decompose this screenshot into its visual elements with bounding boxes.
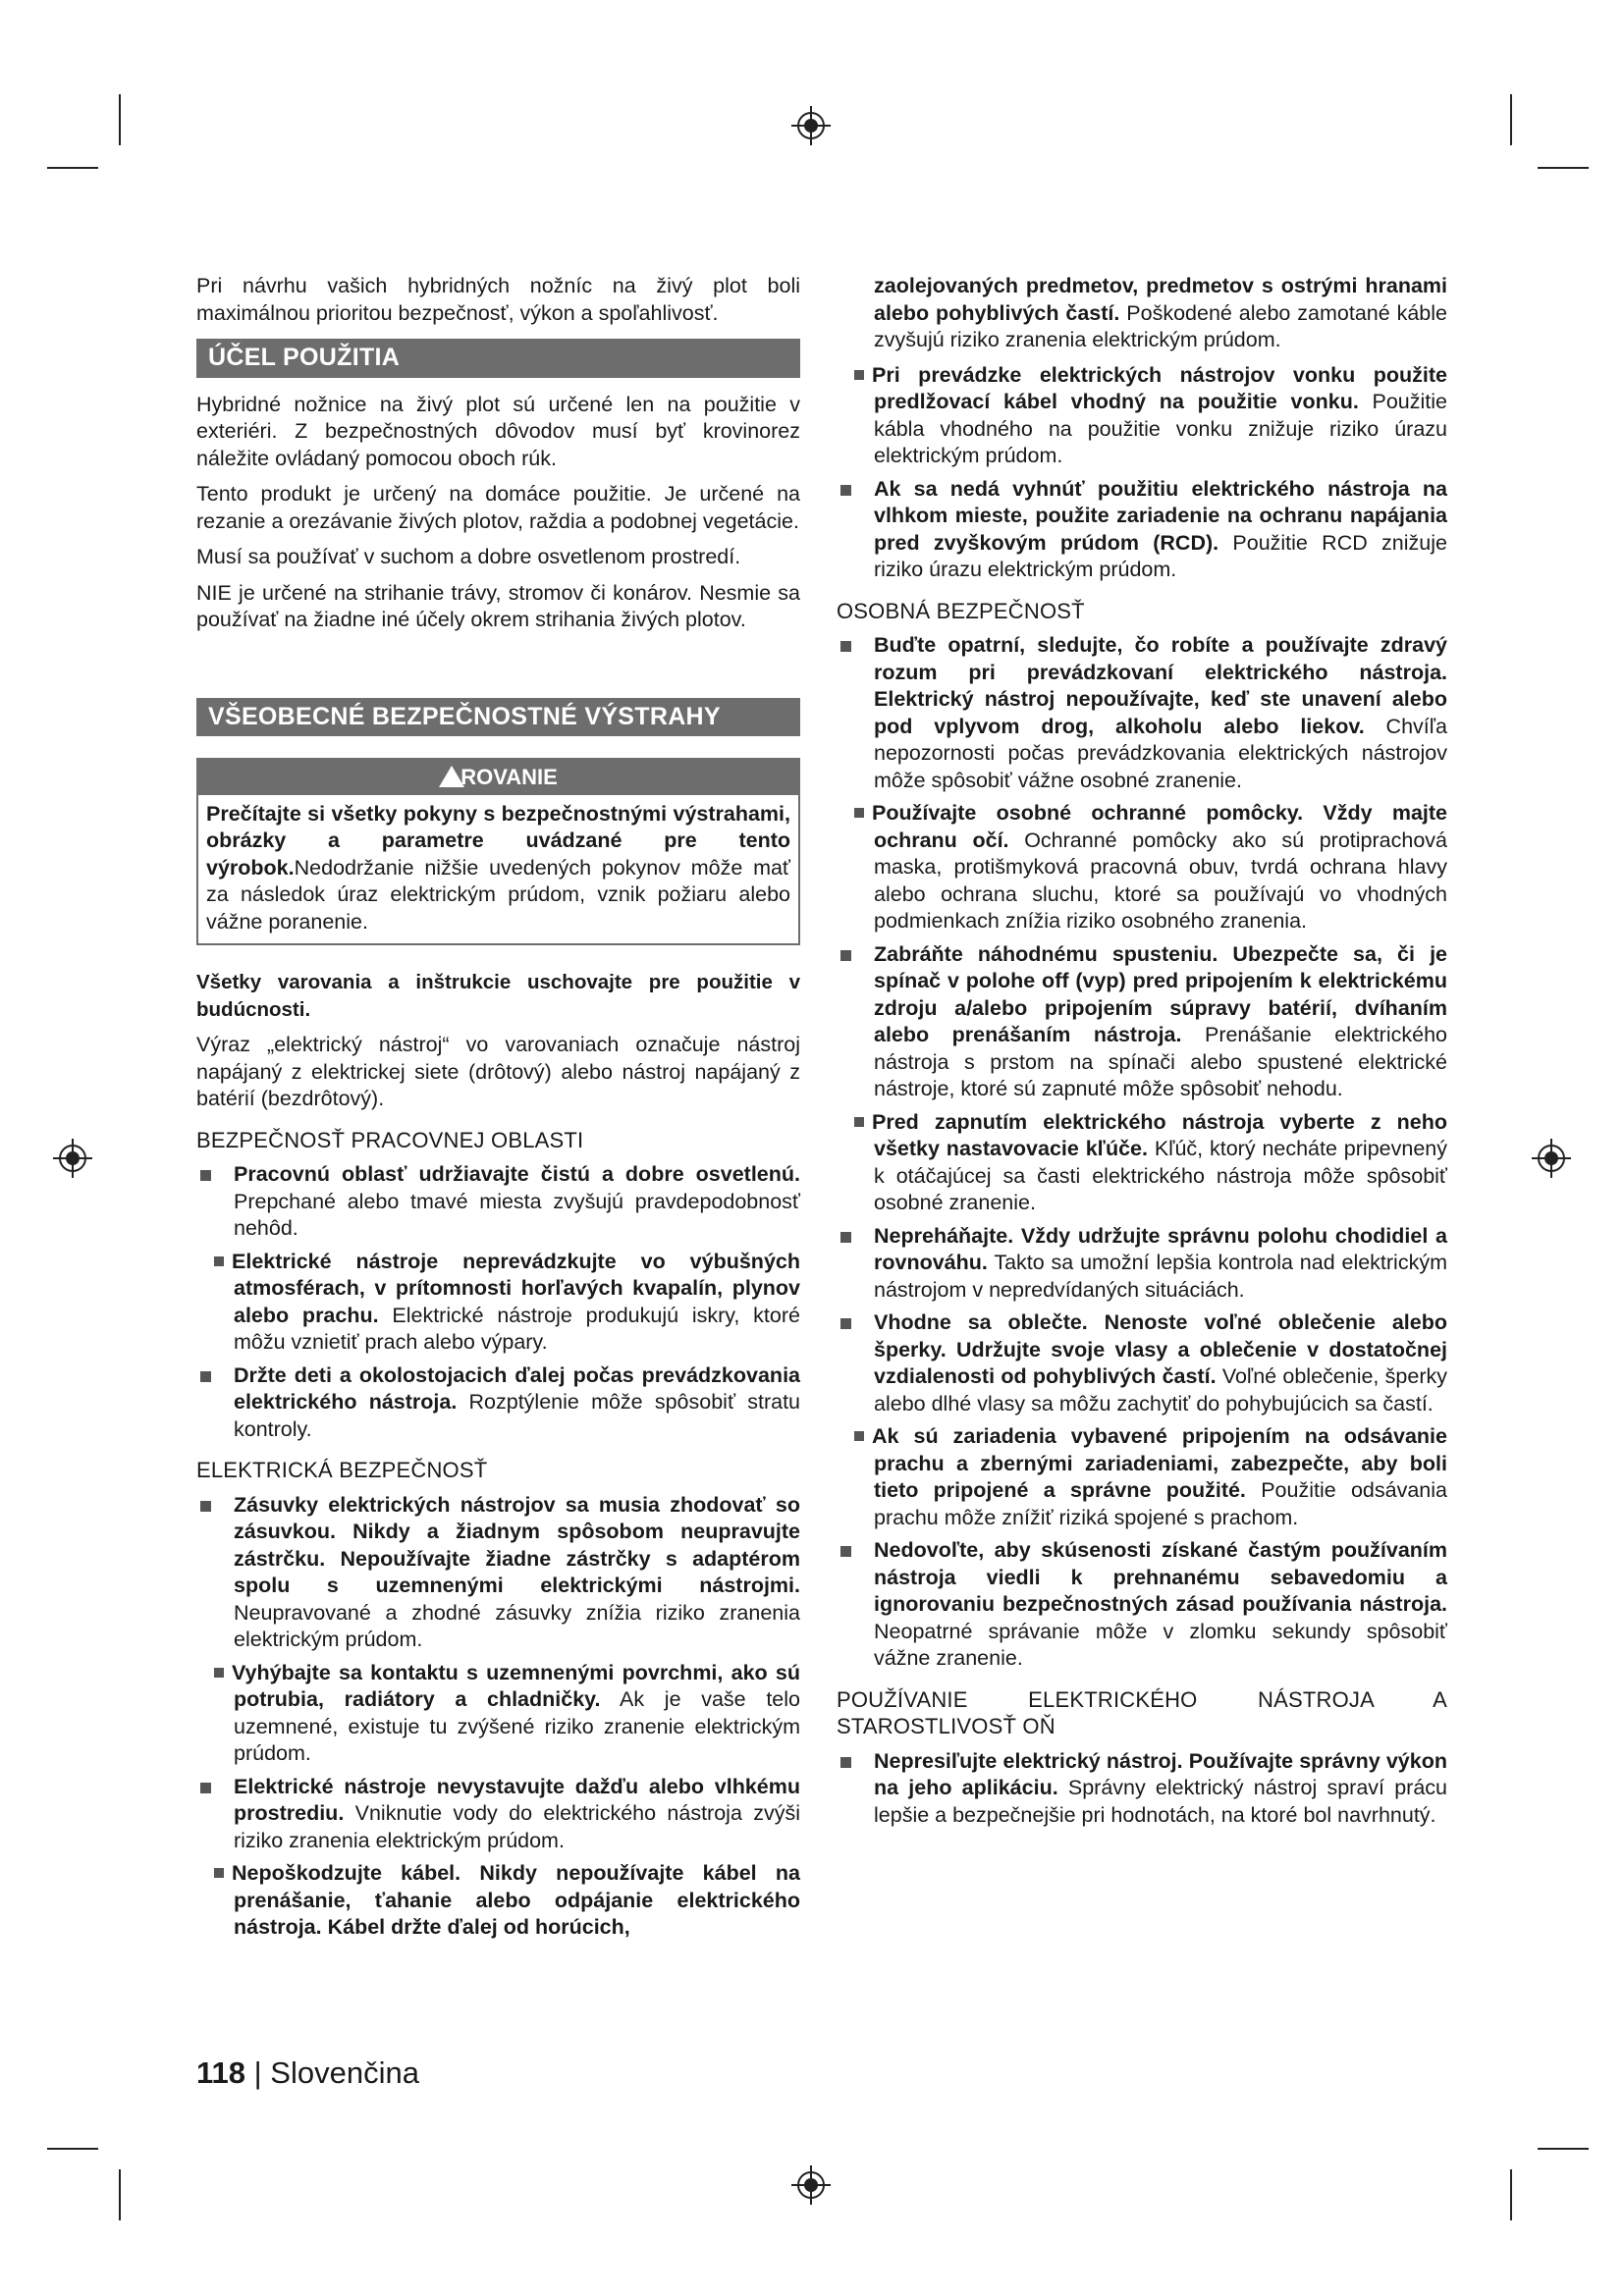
warning-header — [198, 760, 798, 795]
item-bold-text: Ak sú zariadenia vybavené pripojením na odsávanie prachu a zbernými zariadeniami, zabezpečte, aby boli tieto pripojené a správne použité. — [872, 1424, 1447, 1502]
item-text: Poškodené alebo zamotané káble zvyšujú riziko zranenia elektrickým prúdom. — [874, 300, 1447, 351]
crop-mark — [47, 2148, 98, 2150]
list-item-continued — [837, 273, 1447, 354]
item-bold-text: Pri prevádzke elektrických nástrojov vonku použite predlžovací kábel vhodný na použitie vonku. — [872, 362, 1447, 413]
item-bold-text: Vhodne sa oblečte. Nenoste voľné oblečenie alebo šperky. Udržujte svoje vlasy a oblečenie v dostatočnej vzdialenosti od pohyblivých častí. — [874, 1310, 1447, 1388]
crop-mark — [1538, 2148, 1589, 2150]
list-item — [837, 1748, 1447, 1830]
item-bold-text: Používajte osobné ochranné pomôcky. Vždy majte ochranu očí. — [872, 801, 1447, 852]
list-item — [196, 1860, 800, 1942]
item-bold-text: Elektrické nástroje neprevádzkujte vo výbušných atmosférach, v prítomnosti horľavých kvapalín, plynov alebo prachu. — [232, 1249, 800, 1327]
crop-mark — [1538, 167, 1589, 169]
item-text: Prenášanie elektrického nástroja s prstom na spínači alebo spustené elektrické nástroje, ktoré sú zapnuté môže spôsobiť nehodu. — [874, 1023, 1447, 1100]
item-text: Použitie RCD znižuje riziko úrazu elektrickým prúdom. — [874, 530, 1447, 581]
list-item — [837, 476, 1447, 584]
item-text: Elektrické nástroje produkujú iskry, ktoré môžu vznietiť prach alebo výpary. — [234, 1303, 800, 1354]
section-title-purpose: ÚČEL POUŽITIA — [196, 339, 800, 378]
registration-mark-icon — [53, 1139, 92, 1178]
bullet-square-icon — [200, 1170, 211, 1181]
warning-label: ROVANIE — [460, 765, 558, 789]
item-bold-text: Pred zapnutím elektrického nástroja vyberte z neho všetky nastavovacie kľúče. — [872, 1109, 1447, 1160]
item-bold-text: Zabráňte náhodnému spusteniu. Ubezpečte sa, či je spínač v polohe off (vyp) pred pripojením k elektrickému zdroju a/alebo pripojením súpravy batérií, dvíhaním alebo prenášaním nástroja. — [874, 941, 1447, 1046]
list-item — [837, 1109, 1447, 1217]
item-bold-text: Držte deti a okolostojacich ďalej počas prevádzkovania elektrického nástroja. — [234, 1362, 800, 1414]
item-bold-text: Vyhýbajte sa kontaktu s uzemnenými povrchmi, ako sú potrubia, radiátory a chladničky. — [232, 1660, 800, 1711]
purpose-paragraph-1: Hybridné nožnice na živý plot sú určené len na použitie v exteriéri. Z bezpečnostných dôvodov musí byť krovinorez náležite ovládaný pomocou oboch rúk. — [196, 392, 800, 470]
registration-mark-icon — [791, 2165, 831, 2205]
warning-body — [198, 795, 798, 944]
list-item — [837, 632, 1447, 794]
registration-mark-icon — [791, 106, 831, 145]
item-bold-text: Nepreháňajte. Vždy udržujte správnu polohu chodidiel a rovnováhu. — [874, 1223, 1447, 1274]
item-bold-text: Ak sa nedá vyhnúť použitiu elektrického nástroja na vlhkom mieste, použite zariadenie na ochranu napájania pred zvyškovým prúdom (RCD). — [874, 476, 1447, 555]
bullet-square-icon — [840, 1546, 851, 1557]
item-text: Použitie kábla vhodného na použitie vonku znižuje riziko úrazu elektrickým prúdom. — [874, 390, 1447, 467]
page-footer — [196, 2056, 419, 2091]
crop-mark — [47, 167, 98, 169]
list-item — [196, 1774, 800, 1855]
list-item — [837, 1537, 1447, 1673]
list-item — [837, 941, 1447, 1103]
list-item — [196, 1249, 800, 1357]
list-item — [837, 1309, 1447, 1417]
bullet-square-icon — [854, 1431, 864, 1441]
bullet-square-icon — [840, 1757, 851, 1768]
warning-box — [196, 758, 800, 945]
bullet-square-icon — [840, 641, 851, 652]
item-text: Rozptýlenie môže spôsobiť stratu kontroly. — [234, 1390, 800, 1441]
warning-text: Nedodržanie nižšie uvedených pokynov môže mať za následok úraz elektrickým prúdom, vznik požiaru alebo vážne poranenie. — [206, 855, 790, 934]
bullet-square-icon — [214, 1256, 224, 1266]
item-text: Neopatrné správanie môže v zlomku sekundy spôsobiť vážne zranenie. — [874, 1619, 1447, 1670]
bullet-square-icon — [840, 485, 851, 496]
item-bold-text: Pracovnú oblasť udržiavajte čistú a dobre osvetlenú. — [234, 1162, 800, 1186]
registration-mark-icon — [1532, 1139, 1571, 1178]
list-item — [196, 1660, 800, 1768]
bullet-square-icon — [840, 950, 851, 961]
list-item — [837, 362, 1447, 470]
heading-tool-use-care: POUŽÍVANIE ELEKTRICKÉHO NÁSTROJA A STAROSTLIVOSŤ OŇ — [837, 1686, 1447, 1738]
left-column — [196, 273, 800, 1948]
crop-mark — [119, 2169, 121, 2220]
bullet-square-icon — [214, 1668, 224, 1678]
heading-electrical-safety: ELEKTRICKÁ BEZPEČNOSŤ — [196, 1458, 488, 1482]
item-bold-text: zaolejovaných predmetov, predmetov s ostrými hranami alebo pohyblivých častí. — [874, 274, 1447, 325]
list-item — [837, 800, 1447, 935]
item-text: Použitie odsávania prachu môže znížiť riziká spojené s prachom. — [874, 1478, 1447, 1529]
item-text: Správny elektrický nástroj spraví prácu lepšie a bezpečnejšie pri hodnotách, na ktoré bol navrhnutý. — [874, 1776, 1447, 1827]
bullet-square-icon — [200, 1783, 211, 1793]
item-text: Neupravované a zhodné zásuvky znížia riziko zranenia elektrickým prúdom. — [234, 1600, 800, 1651]
item-text: Ochranné pomôcky ako sú protiprachová maska, protišmyková pracovná obuv, tvrdá ochrana hlavy alebo ochrana sluchu, ktoré sa používajú vo vhodných podmienkach znížia riziko osobného zranenia. — [874, 828, 1447, 933]
item-bold-text: Nepoškodzujte kábel. Nikdy nepoužívajte kábel na prenášanie, ťahanie alebo odpájanie elektrického nástroja. Kábel držte ďalej od horúcich, — [232, 1861, 800, 1939]
list-item — [837, 1223, 1447, 1305]
footer-language: Slovenčina — [270, 2056, 419, 2090]
bullet-square-icon — [840, 1318, 851, 1329]
warning-bold-text: Prečítajte si všetky pokyny s bezpečnostnými výstrahami, obrázky a parametre uvádzané pre tento výrobok. — [206, 801, 790, 880]
heading-work-area: BEZPEČNOSŤ PRACOVNEJ OBLASTI — [196, 1127, 584, 1152]
page-number: 118 — [196, 2056, 246, 2090]
list-item — [837, 1423, 1447, 1531]
item-bold-text: Nepresiľujte elektrický nástroj. Používajte správny výkon na jeho aplikáciu. — [874, 1748, 1447, 1799]
bullet-square-icon — [854, 808, 864, 818]
crop-mark — [119, 94, 121, 145]
bullet-square-icon — [200, 1371, 211, 1382]
item-text: Chvíľa nepozornosti počas prevádzkovania elektrických nástrojov môže spôsobiť vážne osobné zranenie. — [874, 714, 1447, 792]
purpose-paragraph-3: Musí sa používať v suchom a dobre osvetlenom prostredí. — [196, 545, 741, 568]
footer-separator: | — [245, 2056, 271, 2090]
bullet-square-icon — [854, 1117, 864, 1127]
purpose-paragraph-2: Tento produkt je určený na domáce použitie. Je určené na rezanie a orezávanie živých plotov, raždia a podobnej vegetácie. — [196, 482, 800, 533]
item-text: Prepchané alebo tmavé miesta zvyšujú pravdepodobnosť nehôd. — [234, 1189, 800, 1240]
item-bold-text: Buďte opatrní, sledujte, čo robíte a používajte zdravý rozum pri prevádzkovaní elektrického nástroja. Elektrický nástroj nepoužívajte, keď ste unavení alebo pod vplyvom drog, alkoholu alebo liekov. — [874, 633, 1447, 738]
item-bold-text: Nedovoľte, aby skúsenosti získané častým používaním nástroja viedli k prehnanému sebavedomiu a ignorovaniu bezpečnostných zásad používania nástroja. — [874, 1538, 1447, 1616]
list-item — [196, 1161, 800, 1243]
bullet-square-icon — [840, 1232, 851, 1243]
right-column — [837, 273, 1447, 1835]
item-text: Voľné oblečenie, šperky alebo dlhé vlasy sa môžu zachytiť do pohybujúcich sa častí. — [874, 1364, 1447, 1415]
item-bold-text: Zásuvky elektrických nástrojov sa musia zhodovať so zásuvkou. Nikdy a žiadnym spôsobom neupravujte zástrčku. Nepoužívajte žiadne zástrčky s adaptérom spolu s uzemnenými elektrickými nástrojmi. — [234, 1492, 800, 1597]
list-item — [196, 1362, 800, 1444]
intro-paragraph: Pri návrhu vašich hybridných nožníc na živý plot boli maximálnou prioritou bezpečnosť, výkon a spoľahlivosť. — [196, 274, 800, 325]
item-text: Vniknutie vody do elektrického nástroja zvýši riziko zranenia elektrickým prúdom. — [234, 1801, 800, 1852]
item-text: Kľúč, ktorý necháte pripevnený k otáčajúcej sa časti elektrického nástroja môže spôsobiť osobné zranenie. — [874, 1137, 1447, 1214]
item-bold-text: Elektrické nástroje nevystavujte dažďu alebo vlhkému prostrediu. — [234, 1774, 800, 1825]
bullet-square-icon — [200, 1501, 211, 1512]
list-item — [196, 1492, 800, 1654]
keep-instructions-note: Všetky varovania a inštrukcie uschovajte pre použitie v budúcnosti. — [196, 971, 800, 1021]
bullet-square-icon — [854, 370, 864, 380]
crop-mark — [1510, 2169, 1512, 2220]
item-text: Ak je vaše telo uzemnené, existuje tu zvýšené riziko zranenie elektrickým prúdom. — [234, 1687, 800, 1765]
purpose-paragraph-4: NIE je určené na strihanie trávy, stromov či konárov. Nesmie sa používať na žiadne iné účely okrem strihania živých plotov. — [196, 580, 800, 631]
term-definition: Výraz „elektrický nástroj“ vo varovaniach označuje nástroj napájaný z elektrickej siete (drôtový) alebo nástroj napájaný z batérií (bezdrôtový). — [196, 1033, 800, 1110]
section-title-general-warnings: VŠEOBECNÉ BEZPEČNOSTNÉ VÝSTRAHY — [196, 698, 800, 737]
crop-mark — [1510, 94, 1512, 145]
heading-personal-safety: OSOBNÁ BEZPEČNOSŤ — [837, 598, 1085, 623]
bullet-square-icon — [214, 1868, 224, 1878]
item-text: Takto sa umožní lepšia kontrola nad elektrickým nástrojom v nepredvídaných situáciách. — [874, 1251, 1447, 1302]
